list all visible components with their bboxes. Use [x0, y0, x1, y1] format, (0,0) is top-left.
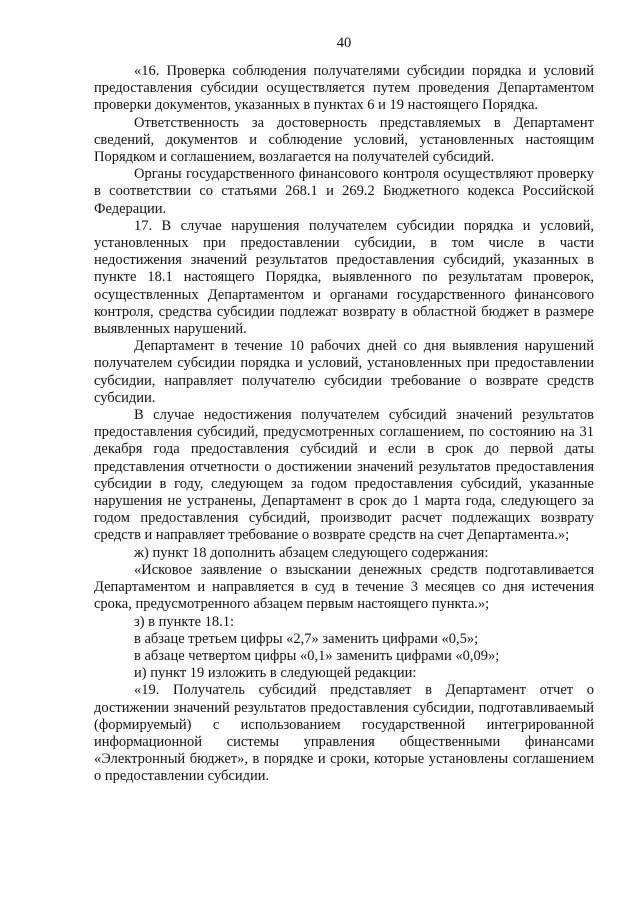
- paragraph-fourth-abzac: в абзаце четвертом цифры «0,1» заменить цифрами «0,09»;: [134, 647, 500, 664]
- paragraph-item-i: и) пункт 19 изложить в следующей редакции:: [134, 665, 417, 682]
- paragraph-19: «19. Получатель субсидий представляет в Департамент отчет о достижении значений результатов предоставления субсидии, подготавливаемый (формируемый) с использованием государственной интегрированной информационной системы управления общественными финансами «Электронный бюджет», в порядке и сроки, которые установлены соглашением о предоставлении субсидии.: [94, 682, 594, 785]
- paragraph-item-z: з) в пункте 18.1:: [134, 613, 235, 630]
- paragraph-lawsuit: «Исковое заявление о взыскании денежных средств подготавливается Департаментом и направляется в суд в течение 3 месяцев со дня истечения срока, предусмотренного абзацем первым настоящего пункта.»;: [94, 561, 594, 613]
- paragraph-state-control: Органы государственного финансового контроля осуществляют проверку в соответствии со статьями 268.1 и 269.2 Бюджетного кодекса Российской Федерации.: [94, 166, 594, 217]
- paragraph-item-zh: ж) пункт 18 дополнить абзацем следующего содержания:: [134, 544, 489, 561]
- page-number: 40: [336, 35, 352, 51]
- paragraph-third-abzac: в абзаце третьем цифры «2,7» заменить цифрами «0,5»;: [134, 630, 479, 647]
- paragraph-16: «16. Проверка соблюдения получателями субсидии порядка и условий предоставления субсидии осуществляется путем проведения Департаментом проверки документов, указанных в пунктах 6 и 19 настоящего Порядка.: [94, 63, 594, 114]
- paragraph-17: 17. В случае нарушения получателем субсидии порядка и условий, установленных при предоставлении субсидии, в том числе в части недостижения значений результатов предоставления субсидий, указанных в пункте 18.1 настоящего Порядка, выявленного по результатам проверок, осуществленных Департаментом и органами государственного финансового контроля, средства субсидии подлежат возврату в областной бюджет в размере выявленных нарушений.: [94, 217, 594, 338]
- paragraph-responsibility: Ответственность за достоверность представляемых в Департамент сведений, документов и соблюдение условий, установленных настоящим Порядком и соглашением, возлагается на получателей субсидий.: [94, 114, 594, 166]
- paragraph-non-achievement: В случае недостижения получателем субсидий значений результатов предоставления субсидий, предусмотренных соглашением, по состоянию на 31 декабря года предоставления субсидий и если в срок до первой даты представления отчетности о достижении значений результатов предоставления субсидии в году, следующем за годом предоставления субсидий, указанные нарушения не устранены, Департамент в срок до 1 марта года, следующего за годом предоставления субсидий, производит расчет подлежащих возврату средств и направляет требование о возврате средств на счет Департамента.»;: [94, 407, 594, 544]
- document-body: [94, 63, 594, 786]
- paragraph-department-demand: Департамент в течение 10 рабочих дней со дня выявления нарушений получателем субсидии порядка и условий, установленных при предоставлении субсидии, направляет получателю субсидии требование о возврате средств субсидии.: [94, 338, 594, 406]
